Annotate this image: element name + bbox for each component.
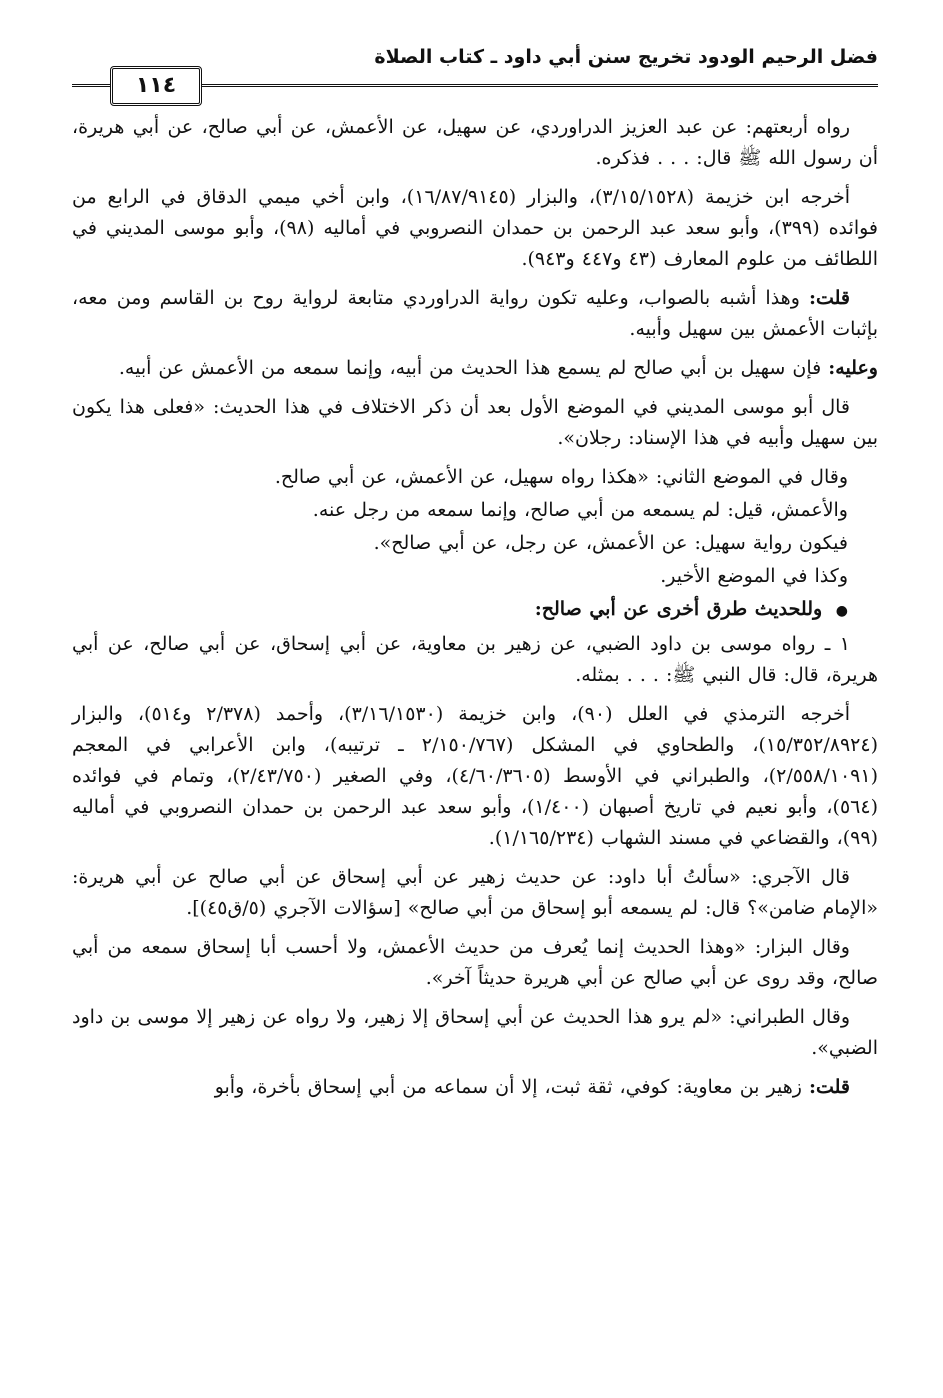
paragraph: وقال في الموضع الثاني: «هكذا رواه سهيل، عن الأعمش، عن أبي صالح. xyxy=(274,466,848,488)
paragraph: قال الآجري: «سألتُ أبا داود: عن حديث زهير عن أبي إسحاق عن أبي صالح عن أبي هريرة: «الإمام ضامن»؟ قال: لم يسمعه أبو إسحاق من أبي صالح» [سؤالات الآجري (٥/ق٤٥)]. xyxy=(72,866,878,919)
paragraph: وقال الطبراني: «لم يرو هذا الحديث عن أبي إسحاق إلا زهير، ولا رواه عن زهير إلا موسى بن داود الضبي». xyxy=(72,1006,878,1059)
paragraph-lead: وعليه: xyxy=(828,357,878,379)
paragraph: أخرجه الترمذي في العلل (٩٠)، وابن خزيمة (٣/١٦/١٥٣٠)، وأحمد (٢/٣٧٨ و٥١٤)، والبزار (١٥/٣٥٢/٨٩٢٤)، والطحاوي في المشكل (٢/١٥٠/٧٦٧ ـ ترتيبه)، وابن الأعرابي في المعجم (٢/٥٥٨/١٠٩١)، والطبراني في الأوسط (٤/٦٠/٣٦٠٥)، وفي الصغير (٢/٤٣/٧٥٠)، وتمام في فوائده (٥٦٤)، وأبو نعيم في تاريخ أصبهان (١/٤٠٠)، وأبو سعد عبد الرحمن بن حمدان النصروبي في أماليه (٩٩)، والقضاعي في مسند الشهاب (١/١٦٥/٢٣٤). xyxy=(72,703,878,849)
paragraph: فيكون رواية سهيل: عن الأعمش، عن رجل، عن أبي صالح». xyxy=(373,532,848,554)
paragraph: رواه أربعتهم: عن عبد العزيز الدراوردي، عن سهيل، عن الأعمش، عن أبي صالح، عن أبي هريرة، أن رسول الله ﷺ قال: . . . فذكره. xyxy=(72,116,878,169)
paragraph: ١ ـ رواه موسى بن داود الضبي، عن زهير بن معاوية، عن أبي إسحاق، عن أبي صالح، عن أبي هريرة، قال: قال النبي ﷺ: . . . بمثله. xyxy=(72,633,878,686)
paragraph-lead: قلت: xyxy=(808,287,850,309)
page-body xyxy=(72,112,878,1111)
section-heading: ● وللحديث طرق أخرى عن أبي صالح: xyxy=(534,598,848,620)
bullet-icon: ● xyxy=(835,603,848,619)
page-number: ١١٤ xyxy=(110,66,202,106)
paragraph: قلت: وهذا أشبه بالصواب، وعليه تكون رواية الدراوردي متابعة لرواية روح بن القاسم ومن معه، بإثبات الأعمش بين سهيل وأبيه. xyxy=(72,287,878,340)
paragraph: قال أبو موسى المديني في الموضع الأول بعد أن ذكر الاختلاف في هذا الحديث: «فعلى هذا يكون بين سهيل وأبيه في هذا الإسناد: رجلان». xyxy=(72,396,878,449)
paragraph-lead: قلت: xyxy=(808,1076,850,1098)
paragraph: وعليه: فإن سهيل بن أبي صالح لم يسمع هذا الحديث من أبيه، وإنما سمعه من الأعمش عن أبيه. xyxy=(118,357,878,379)
paragraph: وقال البزار: «وهذا الحديث إنما يُعرف من حديث الأعمش، ولا أحسب أبا إسحاق سمعه من أبي صالح، وقد روى عن أبي صالح عن أبي هريرة حديثاً آخر». xyxy=(72,936,878,989)
page-header xyxy=(72,40,878,102)
paragraph: أخرجه ابن خزيمة (٣/١٥/١٥٢٨)، والبزار (١٦/٨٧/٩١٤٥)، وابن أخي ميمي الدقاق في الرابع من فوائده (٣٩٩)، وأبو سعد عبد الرحمن بن حمدان النصروبي في أماليه (٩٨)، وأبو موسى المديني في اللطائف من علوم المعارف (٤٣ و٤٤٧ و٩٤٣). xyxy=(72,186,878,270)
paragraph: قلت: زهير بن معاوية: كوفي، ثقة ثبت، إلا أن سماعه من أبي إسحاق بأخرة، وأبو xyxy=(214,1076,850,1098)
running-title: فضل الرحيم الودود تخريج سنن أبي داود ـ كتاب الصلاة xyxy=(374,46,878,68)
paragraph: وكذا في الموضع الأخير. xyxy=(660,565,848,587)
book-page xyxy=(72,40,878,1380)
paragraph: والأعمش، قيل: لم يسمعه من أبي صالح، وإنما سمعه من رجل عنه. xyxy=(312,499,848,521)
